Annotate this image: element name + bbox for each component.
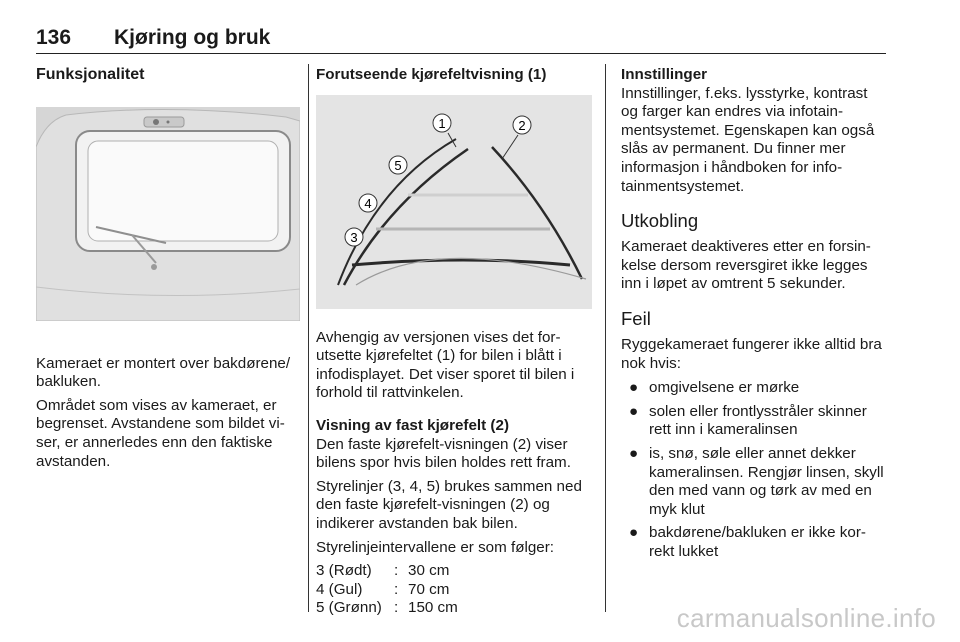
chapter-title: Kjøring og bruk — [114, 26, 271, 49]
interval-row — [316, 581, 592, 600]
interval-value: 70 cm — [408, 580, 450, 598]
interval-label: 4 (Gul) — [316, 580, 363, 598]
paragraph-faults-intro: Ryggekameraet fungerer ikke alltid bra nok hvis: — [621, 335, 882, 372]
interval-separator: : — [394, 580, 399, 598]
section-heading-deactivation: Utkobling — [621, 210, 699, 232]
list-item — [621, 379, 887, 398]
paragraph-intervals-intro: Styrelinjeintervallene er som følger: — [316, 538, 555, 556]
label-5: 5 — [394, 157, 402, 173]
list-item-text: bakdørene/bakluken er ikke kor- rekt lukket — [649, 524, 866, 560]
paragraph-version: Avhengig av versjonen vises det for- utsette kjørefeltet (1) for bilen i blått i infodisplayet. Det viser sporet til bilen i forhold til rattvinkelen. — [316, 328, 575, 402]
bullet-icon: ● — [629, 402, 639, 420]
interval-separator: : — [394, 599, 399, 617]
section-heading-predictive-lane: Forutseende kjørefeltvisning (1) — [316, 66, 547, 83]
page-number: 136 — [36, 26, 72, 49]
paragraph-guidelines: Styrelinjer (3, 4, 5) brukes sammen ned den faste kjørefelt-visningen (2) og indikerer avstanden bak bilen. — [316, 477, 582, 532]
fault-list — [621, 379, 887, 561]
list-item-text: omgivelsene er mørke — [649, 379, 800, 397]
column-3 — [621, 66, 887, 566]
page-header — [36, 20, 886, 54]
paragraph-settings: Innstillinger, f.eks. lysstyrke, kontrast og farger kan endres via infotain- mentsystemet. Egenskapen kan også slås av permanent. Du finner mer informasjon i håndboken for info- tainmentsystemet. — [621, 84, 875, 195]
list-item-text: is, snø, søle eller annet dekker kameralinsen. Rengjør linsen, skyll den med vann og tørk av med en myk klut — [649, 444, 884, 518]
rear-door-camera-icon — [36, 107, 300, 321]
list-item-text: solen eller frontlysstråler skinner rett inn i kameralinsen — [649, 402, 867, 439]
section-heading-functionality: Funksjonalitet — [36, 66, 145, 83]
interval-row — [316, 599, 592, 618]
guideline-diagram — [316, 95, 592, 309]
label-2: 2 — [518, 117, 526, 133]
interval-label: 5 (Grønn) — [316, 599, 382, 617]
interval-value: 30 cm — [408, 562, 450, 580]
paragraph-deactivation: Kameraet deaktiveres etter en forsin- kelse dersom reversgiret ikke legges inn i løpet av omtrent 5 sekunder. — [621, 238, 871, 293]
rear-door-camera-illustration — [36, 107, 300, 321]
interval-separator: : — [394, 562, 399, 580]
label-1: 1 — [438, 115, 446, 131]
paragraph-fixed-lane: Den faste kjørefelt-visningen (2) viser bilens spor hvis bilen holdes rett fram. — [316, 435, 571, 472]
list-item — [621, 445, 887, 519]
section-heading-settings: Innstillinger — [621, 66, 708, 83]
column-2 — [316, 66, 592, 618]
column-1 — [36, 66, 300, 471]
paragraph-view-area: Området som vises av kameraet, er begrenset. Avstandene som bildet vi- ser, er annerledes enn den faktiske avstanden. — [36, 396, 285, 470]
interval-table — [316, 562, 592, 618]
column-divider-1 — [308, 64, 309, 612]
label-4: 4 — [364, 195, 372, 211]
bullet-icon: ● — [629, 379, 639, 397]
interval-label: 3 (Rødt) — [316, 562, 372, 580]
bullet-icon: ● — [629, 444, 639, 462]
list-item — [621, 524, 887, 561]
subheading-fixed-lane: Visning av fast kjørefelt (2) — [316, 416, 509, 434]
guideline-diagram-icon — [316, 95, 592, 309]
paragraph-mounting: Kameraet er montert over bakdørene/ bakluken. — [36, 354, 291, 391]
bullet-icon: ● — [629, 524, 639, 542]
column-divider-2 — [605, 64, 606, 612]
watermark: carmanualsonline.info — [676, 603, 936, 633]
interval-value: 150 cm — [408, 599, 458, 617]
section-heading-faults: Feil — [621, 307, 651, 329]
label-3: 3 — [350, 229, 358, 245]
interval-row — [316, 562, 592, 581]
list-item — [621, 403, 887, 440]
